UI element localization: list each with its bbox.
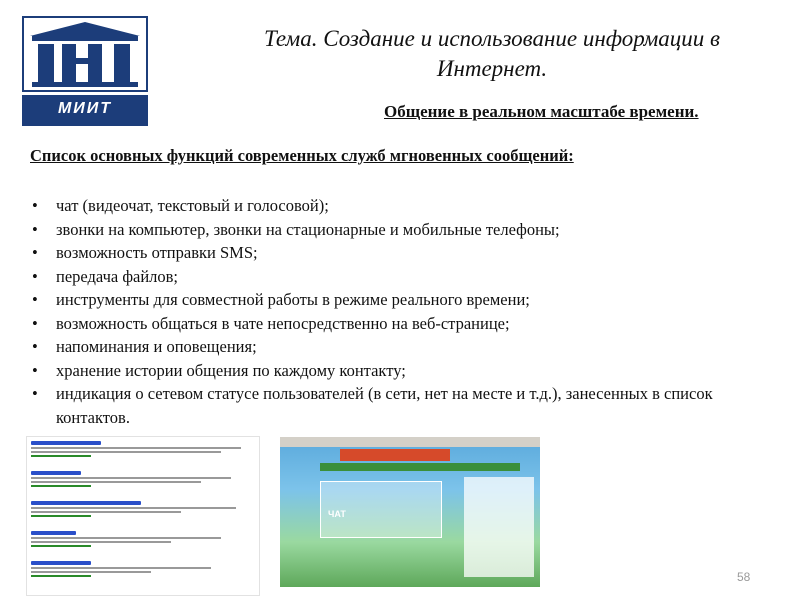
page-number: 58 [737, 570, 751, 584]
search-result [31, 561, 257, 577]
browser-toolbar [280, 437, 540, 447]
columns-icon [24, 18, 146, 90]
search-result [31, 531, 257, 547]
list-item: • возможность отправки SMS; [30, 241, 730, 265]
search-result [31, 471, 257, 487]
list-item: • передача файлов; [30, 265, 730, 289]
list-item: • индикация о сетевом статусе пользователей (в сети, нет на месте и т.д.), занесенных в список контактов. [30, 382, 730, 429]
list-item: • звонки на компьютер, звонки на стационарные и мобильные телефоны; [30, 218, 730, 242]
list-item: • хранение истории общения по каждому контакту; [30, 359, 730, 383]
slide-subtopic: Общение в реальном масштабе времени. [384, 102, 699, 121]
site-nav [320, 463, 520, 471]
chat-site-screenshot [280, 437, 540, 587]
site-banner [340, 449, 450, 461]
chat-label: ЧАТ [328, 509, 346, 519]
search-result [31, 441, 257, 457]
search-results-screenshot [26, 436, 260, 596]
logo-caption-bar [22, 95, 148, 126]
university-logo [22, 16, 148, 126]
list-item: • напоминания и оповещения; [30, 335, 730, 359]
list-item: • возможность общаться в чате непосредственно на веб-странице; [30, 312, 730, 336]
list-item: • инструменты для совместной работы в режиме реального времени; [30, 288, 730, 312]
list-item: • чат (видеочат, текстовый и голосовой); [30, 194, 730, 218]
slide-topic: Тема. Создание и использование информации в Интернет. [263, 26, 721, 81]
list-title: Список основных функций современных служб мгновенных сообщений: [30, 146, 574, 165]
logo-caption: МИИТ [57, 100, 113, 117]
side-panel [464, 477, 534, 577]
search-result [31, 501, 257, 517]
feature-list [30, 194, 730, 429]
building-emblem [22, 16, 148, 92]
